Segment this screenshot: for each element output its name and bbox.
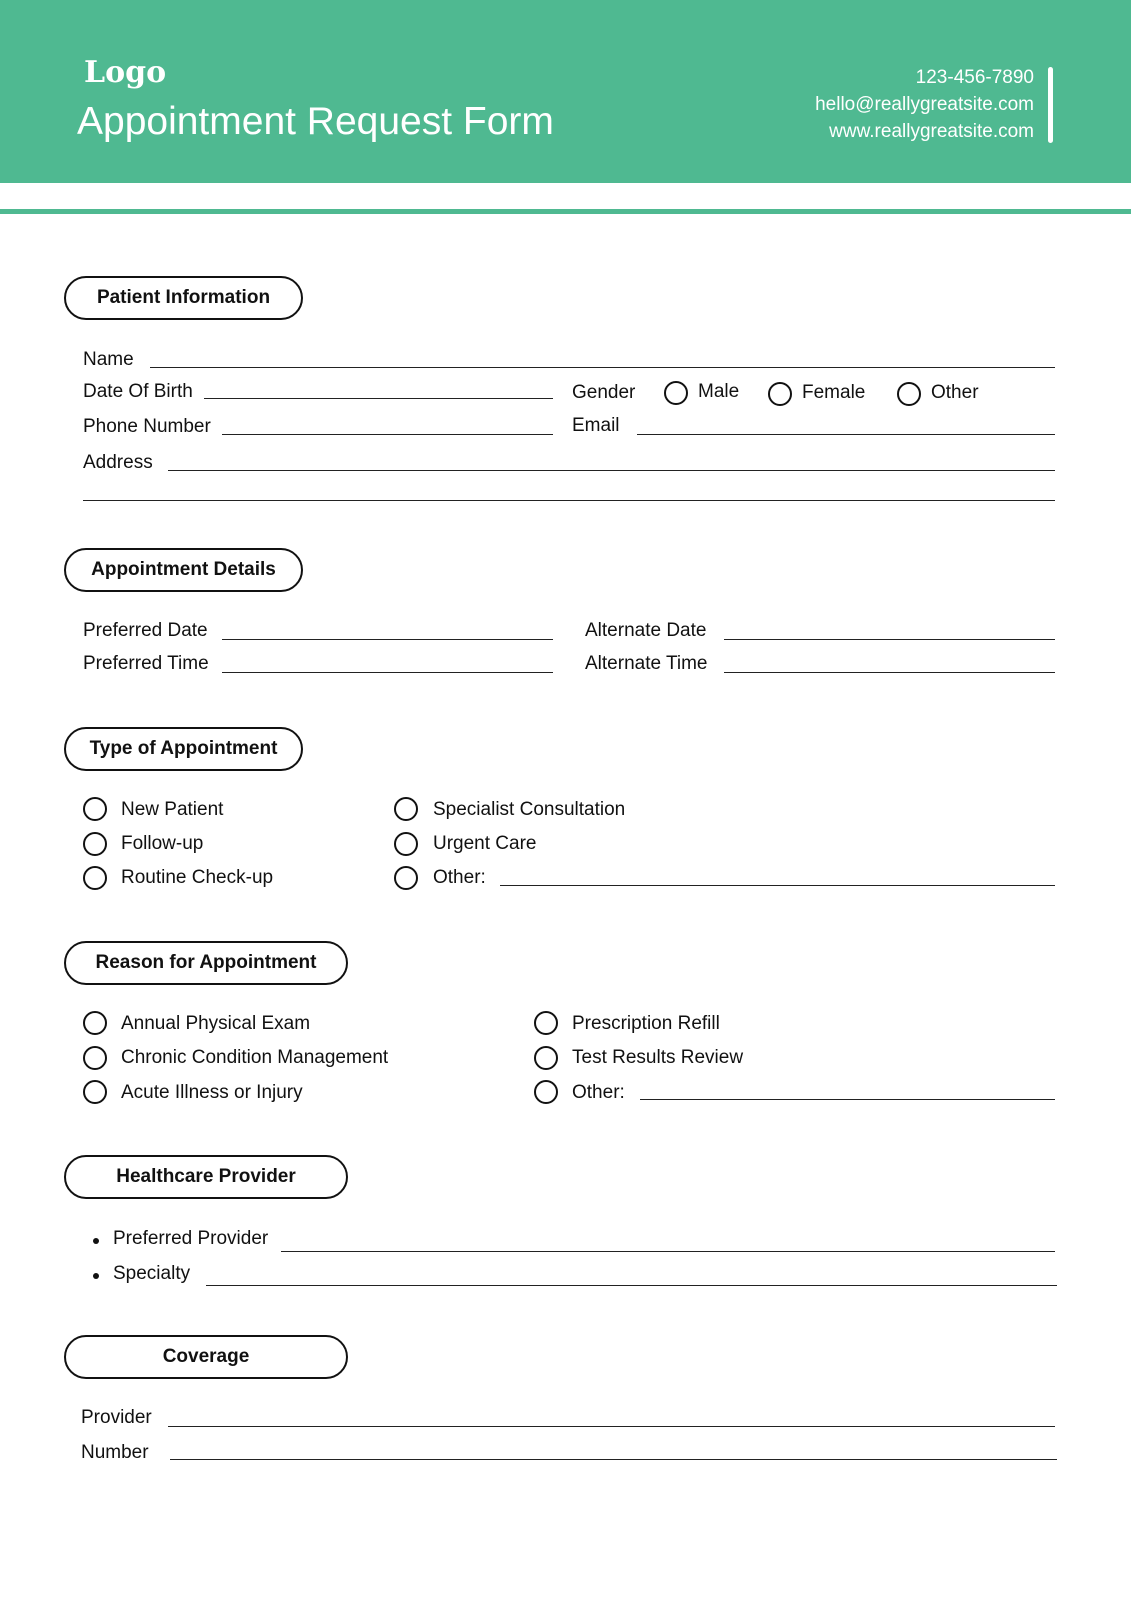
logo: Logo	[84, 55, 167, 90]
gender-female-label: Female	[802, 382, 866, 403]
name-label: Name	[83, 349, 134, 370]
type-follow-up-radio[interactable]	[83, 832, 107, 856]
dob-field[interactable]	[204, 398, 553, 399]
type-urgent-care-label: Urgent Care	[433, 833, 537, 854]
reason-prescription-refill-label: Prescription Refill	[572, 1013, 720, 1034]
section-coverage: Coverage	[64, 1335, 348, 1379]
preferred-time-field[interactable]	[222, 672, 553, 673]
reason-acute-illness-label: Acute Illness or Injury	[121, 1082, 303, 1103]
preferred-date-label: Preferred Date	[83, 620, 208, 641]
type-new-patient-label: New Patient	[121, 799, 224, 820]
gender-other-label: Other	[931, 382, 979, 403]
reason-chronic-condition-label: Chronic Condition Management	[121, 1047, 389, 1068]
reason-acute-illness-radio[interactable]	[83, 1080, 107, 1104]
specialty-label: Specialty	[113, 1263, 191, 1284]
contact-info	[815, 64, 1034, 145]
bullet-icon	[93, 1273, 99, 1279]
contact-email[interactable]: hello@reallygreatsite.com	[815, 94, 1034, 115]
alternate-time-field[interactable]	[724, 672, 1055, 673]
name-field[interactable]	[150, 367, 1055, 368]
reason-other-radio[interactable]	[534, 1080, 558, 1104]
specialty-field[interactable]	[206, 1285, 1057, 1286]
section-healthcare-provider: Healthcare Provider	[64, 1155, 348, 1199]
reason-prescription-refill-radio[interactable]	[534, 1011, 558, 1035]
reason-other-label: Other:	[572, 1082, 625, 1103]
gender-male-radio[interactable]	[664, 381, 688, 405]
reason-annual-physical-label: Annual Physical Exam	[121, 1013, 311, 1034]
reason-chronic-condition-radio[interactable]	[83, 1046, 107, 1070]
type-urgent-care-radio[interactable]	[394, 832, 418, 856]
reason-test-results-radio[interactable]	[534, 1046, 558, 1070]
email-field[interactable]	[637, 434, 1055, 435]
type-specialist-label: Specialist Consultation	[433, 799, 626, 820]
phone-field[interactable]	[222, 434, 553, 435]
section-appointment-details: Appointment Details	[64, 548, 303, 592]
email-label: Email	[572, 415, 620, 436]
preferred-provider-field[interactable]	[281, 1251, 1055, 1252]
type-routine-checkup-radio[interactable]	[83, 866, 107, 890]
preferred-time-label: Preferred Time	[83, 653, 209, 674]
coverage-number-label: Number	[81, 1442, 149, 1463]
type-follow-up-label: Follow-up	[121, 833, 204, 854]
type-other-field[interactable]	[500, 885, 1055, 886]
address-field-line-2[interactable]	[83, 500, 1055, 501]
phone-label: Phone Number	[83, 416, 211, 437]
contact-website[interactable]: www.reallygreatsite.com	[829, 121, 1034, 142]
preferred-provider-label: Preferred Provider	[113, 1228, 269, 1249]
address-field-line-1[interactable]	[168, 470, 1055, 471]
bullet-icon	[93, 1238, 99, 1244]
section-patient-information: Patient Information	[64, 276, 303, 320]
type-specialist-radio[interactable]	[394, 797, 418, 821]
header-accent-line	[0, 209, 1131, 214]
coverage-provider-field[interactable]	[168, 1426, 1055, 1427]
contact-divider	[1048, 67, 1053, 143]
alternate-time-label: Alternate Time	[585, 653, 708, 674]
alternate-date-label: Alternate Date	[585, 620, 707, 641]
preferred-date-field[interactable]	[222, 639, 553, 640]
header-banner	[0, 0, 1131, 183]
type-other-radio[interactable]	[394, 866, 418, 890]
alternate-date-field[interactable]	[724, 639, 1055, 640]
section-type-of-appointment: Type of Appointment	[64, 727, 303, 771]
section-reason-for-appointment: Reason for Appointment	[64, 941, 348, 985]
gender-other-radio[interactable]	[897, 382, 921, 406]
type-other-label: Other:	[433, 867, 486, 888]
reason-annual-physical-radio[interactable]	[83, 1011, 107, 1035]
coverage-number-field[interactable]	[170, 1459, 1057, 1460]
address-label: Address	[83, 452, 153, 473]
gender-male-label: Male	[698, 381, 740, 402]
dob-label: Date Of Birth	[83, 381, 193, 402]
reason-other-field[interactable]	[640, 1099, 1055, 1100]
type-routine-checkup-label: Routine Check-up	[121, 867, 274, 888]
reason-test-results-label: Test Results Review	[572, 1047, 744, 1068]
type-new-patient-radio[interactable]	[83, 797, 107, 821]
page-title: Appointment Request Form	[77, 100, 554, 143]
coverage-provider-label: Provider	[81, 1407, 152, 1428]
contact-phone: 123-456-7890	[915, 67, 1034, 88]
gender-female-radio[interactable]	[768, 382, 792, 406]
gender-label: Gender	[572, 382, 636, 403]
